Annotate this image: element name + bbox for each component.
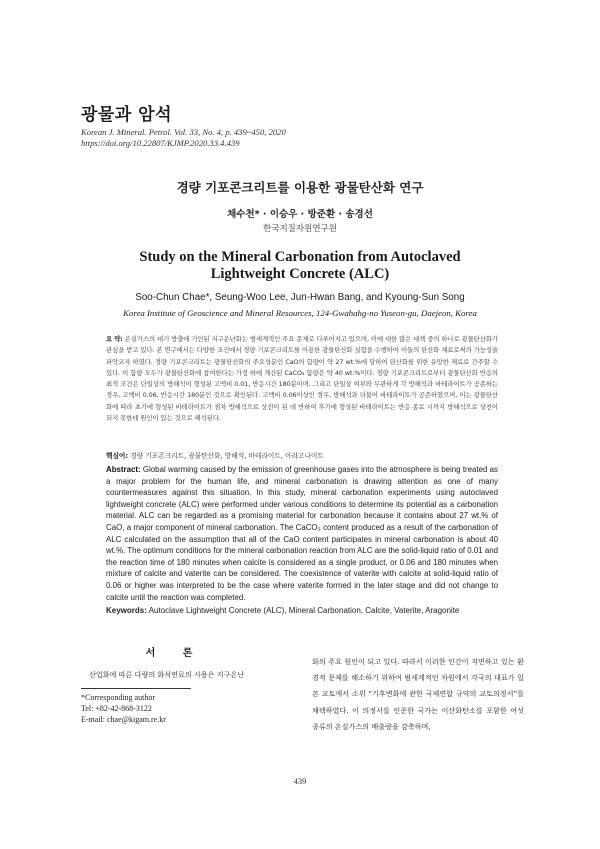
korean-title: 경량 기포콘크리트를 이용한 광물탄산화 연구 [176, 180, 424, 195]
korean-keywords [106, 450, 506, 460]
footnote-divider [81, 688, 191, 689]
english-title-line-2: Lightweight Concrete (ALC) [210, 266, 390, 282]
english-keywords-text: Autoclave Lightweight Concrete (ALC), Mineral Carbonation, Calcite, Vaterite, Aragonite [148, 606, 460, 615]
korean-abstract [106, 334, 498, 424]
journal-title: 광물과 암석 [81, 105, 173, 125]
english-abstract [106, 464, 498, 603]
english-keywords [106, 606, 506, 615]
english-title [0, 249, 600, 283]
korean-affiliation: 한국지질자원연구원 [263, 224, 337, 234]
right-column-paragraph: 화의 주요 원인이 되고 있다. 따라서 이러한 인간이 직면하고 있는 환경적 문제를 해소하기 위하여 범세계적인 차원에서 각국의 대표가 일본 교토에서 소위 “기후변화에 관한 국제연합 규약의 교토의정서”를 채택하였다. 이 의정서를 인준한 국가는 이산화탄소를 포함한 여섯 종류의 온실가스의 배출량을 감축하며, [312, 657, 524, 731]
english-abstract-label: Abstract: [106, 465, 141, 474]
page-number: 439 [293, 776, 307, 786]
english-title-line-1: Study on the Mineral Carbonation from Autoclaved [139, 249, 461, 265]
footnote-tel: Tel: +82-42-868-3122 [81, 704, 152, 713]
korean-authors: 채수천* · 이승우 · 방준환 · 송경선 [227, 209, 373, 220]
english-keywords-label: Keywords: [106, 606, 147, 615]
section-heading-introduction: 서 론 [145, 648, 205, 659]
left-column-paragraph: 산업화에 따른 다량의 화석연료의 사용은 지구온난 [89, 670, 245, 679]
english-authors: Soo-Chun Chae*, Seung-Woo Lee, Jun-Hwan Bang, and Kyoung-Sun Song [135, 292, 465, 303]
english-abstract-text: Global warming caused by the emission of greenhouse gases into the atmosphere is being treated as a major problem for the human life, and mineral carbonation is drawing attention as one of many countermeasures against this situation. In this study, mineral carbonation experiments using autoclaved lightweight concrete (ALC) were performed under various conditions to determine its potential as a carbonation material. ALC can be regarded as a promising material for carbonation because it contains about 27 wt.% of CaO, a major component of mineral carbonation. The CaCO₃ content produced as a result of the carbonation of ALC calculated on the assumption that all of the CaO content participates in mineral carbonation is about 40 wt.%. The optimum conditions for the mineral carbonation reaction from ALC are the solid-liquid ratio of 0.01 and the reaction time of 180 minutes when calcite is considered as a single product, or 0.06 and 180 minutes when mixture of calcite and vaterite can be considered. The coexistence of vaterite with calcite at solid-liquid ratio of 0.06 or higher was interpreted to be the case where vaterite formed in the later stage and did not change to calcite until the reaction was completed. [106, 465, 498, 602]
journal-citation: Korean J. Mineral. Petrol. Vol. 33, No. 4, p. 439~450, 2020 [81, 127, 286, 137]
footnote-email: E-mail: chae@kigam.re.kr [81, 715, 166, 724]
footnote-corresponding-author: *Corresponding author [81, 693, 155, 702]
korean-abstract-text: 온실가스의 대기 방출에 기인된 지구온난화는 범세계적인 주요 문제로 다루어지고 있으며, 이에 대한 많은 대책 중의 하나로 광물탄산화가 관심을 받고 있다. 본 연구에서는 다양한 조건에서 경량 기포콘크리트를 이용한 광물탄산화 실험을 수행하여 이들의 탄산화 재료로써의 가능성을 파악코자 하였다. 경량 기포콘크리트는 광물탄산화의 주요성분인 CaO의 함량이 약 27 wt.%에 달하여 탄산화를 위한 유망한 재료로 간주할 수 있다. 이 함량 모두가 광물탄산화에 참여한다는 가정 하에 계산된 CaCO₃ 함량은 약 40 wt.%이다. 경량 기포콘크리트로부터 광물탄산화 반응의 최적 조건은 단일상의 방해석이 형성된 고액비 0.01, 반응시간 180분이며, 그리고 단일상 여부와 무관하게 각 방해석과 바테라이트가 공존하는 경우, 고액비 0.06, 반응시간 180분인 것으로 확인된다. 고액비 0.06이상인 경우, 방해석과 더불어 바테라이트가 공존하였으며, 이는 광물탄산화에 따라 초기에 형성된 바테라이트가 점차 방해석으로 상전이 된 데 반하여 후기에 형성된 바테라이트는 반응 종료 시까지 방해석으로 상전이 되지 못한데 원인이 있는 것으로 해석된다. [106, 335, 498, 423]
korean-abstract-label: 요 약: [106, 335, 123, 343]
doi-link[interactable]: https://doi.org/10.22807/KJMP.2020.33.4.439 [81, 138, 240, 148]
english-affiliation: Korea Institute of Geoscience and Mineral Resources, 124-Gwahahg-no Yuseon-gu, Daejeon, Korea [123, 308, 477, 318]
footnote [81, 692, 166, 725]
korean-keywords-label: 핵심어: [106, 452, 129, 460]
korean-keywords-text: 경량 기포콘크리트, 광물탄산화, 방해석, 바테라이트, 아라고나이트 [130, 452, 324, 460]
